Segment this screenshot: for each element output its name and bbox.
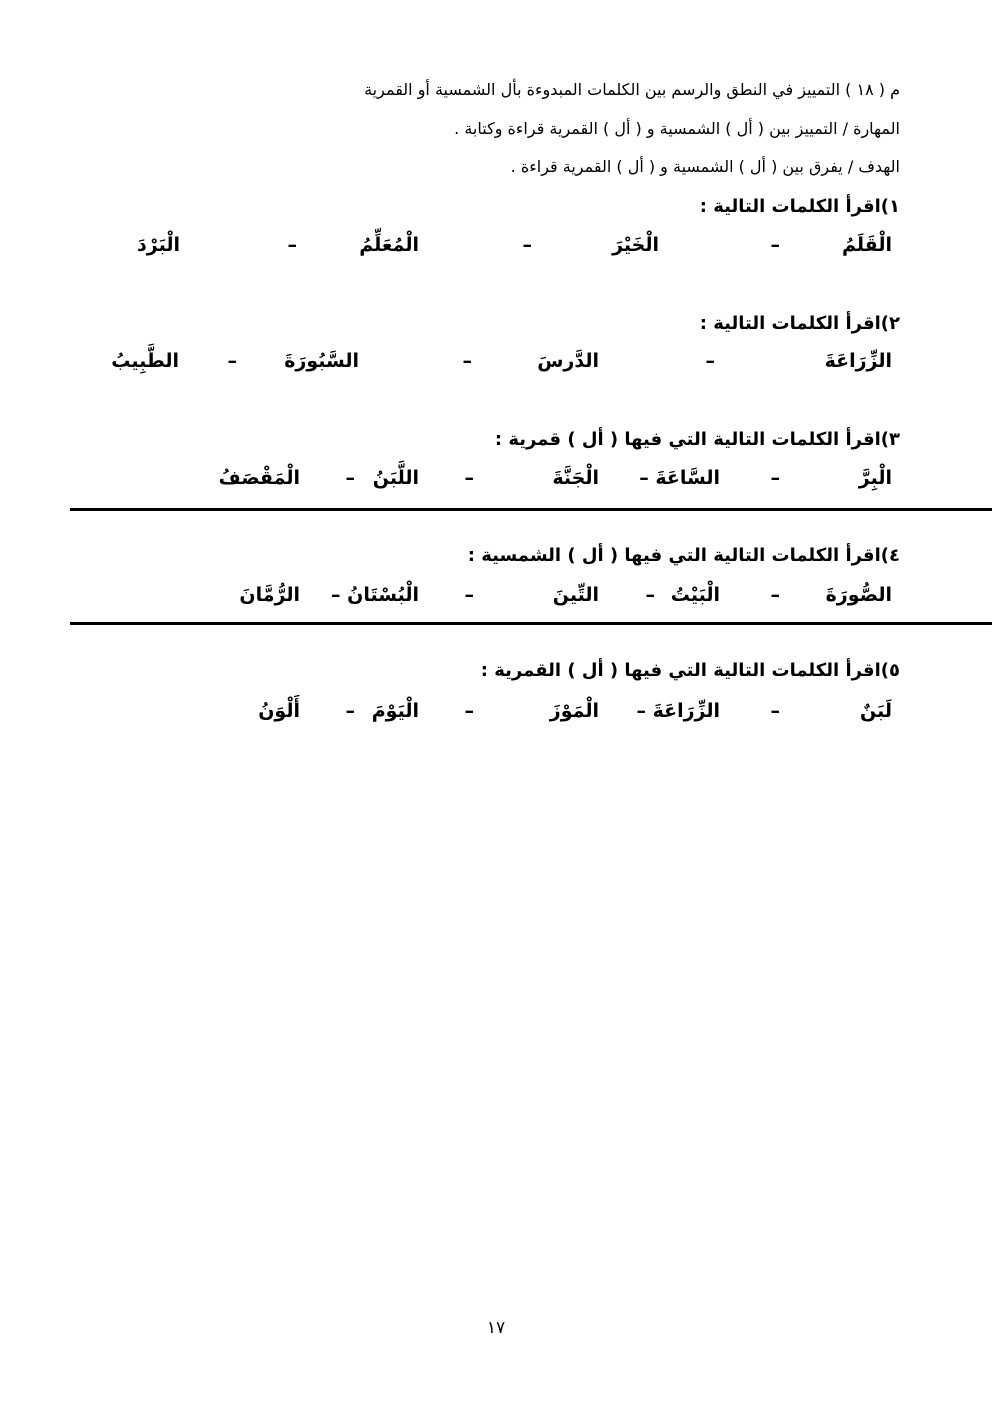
q5-word-1: لَبَنٌ bbox=[860, 700, 892, 722]
q3-dash-1: – bbox=[770, 467, 780, 489]
q3-dash-3: – bbox=[345, 467, 355, 489]
q2-word-2: الدَّرسَ bbox=[537, 350, 599, 372]
q5-word-4: الْيَوْمَ bbox=[371, 700, 419, 722]
question-5-title: ٥)اقرأ الكلمات التالية التي فيها ( أل ) القمرية : bbox=[480, 660, 900, 681]
q4-dash-1: – bbox=[770, 584, 780, 606]
q1-word-1: الْقَلَمُ bbox=[842, 234, 892, 256]
q4-dash-2: – bbox=[645, 584, 655, 606]
q2-dash-2: – bbox=[462, 350, 472, 372]
q3-word-5: الْمَقْصَفُ bbox=[218, 467, 300, 489]
q3-word-1: الْبِرَّ bbox=[858, 467, 892, 489]
q2-dash-3: – bbox=[227, 350, 237, 372]
q3-word-3: الْجَنَّةَ bbox=[552, 467, 599, 489]
separator-line-1 bbox=[70, 508, 992, 511]
question-4-title: ٤)اقرأ الكلمات التالية التي فيها ( أل ) الشمسية : bbox=[467, 545, 900, 566]
q5-dash-2: – bbox=[464, 700, 474, 722]
q4-word-5: الرُّمَّانَ bbox=[239, 584, 300, 606]
q1-word-3: الْمُعَلِّمُ bbox=[359, 234, 419, 256]
q5-dash-3: – bbox=[345, 700, 355, 722]
q3-word-4: اللَّبَنُ bbox=[372, 467, 419, 489]
q5-word-5: أَلْوَنُ bbox=[258, 700, 300, 722]
q3-dash-2: – bbox=[464, 467, 474, 489]
q4-word-3: التِّينَ bbox=[552, 584, 599, 606]
q2-word-4: الطَّبِيبُ bbox=[111, 350, 179, 372]
question-1-title: ١)اقرأ الكلمات التالية : bbox=[699, 196, 900, 217]
q2-dash-1: – bbox=[705, 350, 715, 372]
q2-word-1: الزِّرَاعَةَ bbox=[824, 350, 892, 372]
q4-dash-3: – bbox=[464, 584, 474, 606]
q4-word-2: الْبَيْتُ bbox=[670, 584, 720, 606]
q1-word-4: الْبَرْدَ bbox=[137, 234, 180, 256]
separator-line-2 bbox=[70, 622, 992, 625]
q5-word-2: الزِّرَاعَةَ – bbox=[636, 700, 720, 722]
q4-word-4: الْبُسْتَانُ – bbox=[331, 584, 419, 606]
question-3-title: ٣)اقرأ الكلمات التالية التي فيها ( أل ) قمرية : bbox=[494, 429, 900, 450]
page-number: ١٧ bbox=[486, 1318, 506, 1338]
q1-dash-1: – bbox=[770, 234, 780, 256]
q1-dash-2: – bbox=[522, 234, 532, 256]
q2-word-3: السَّبُورَةَ bbox=[284, 350, 359, 372]
skill-line: المهارة / التمييز بين ( أل ) الشمسية و ( أل ) القمرية قراءة وكتابة . bbox=[454, 119, 900, 138]
q1-word-2: الْخَيْرَ bbox=[612, 234, 659, 256]
q1-dash-3: – bbox=[287, 234, 297, 256]
question-2-title: ٢)اقرأ الكلمات التالية : bbox=[699, 313, 900, 334]
q4-word-1: الصُّورَةَ bbox=[825, 584, 892, 606]
q3-word-2: السَّاعَةَ – bbox=[639, 467, 720, 489]
q5-word-3: الْمَوْزَ bbox=[549, 700, 599, 722]
q5-dash-1: – bbox=[770, 700, 780, 722]
goal-line: الهدف / يفرق بين ( أل ) الشمسية و ( أل ) القمرية قراءة . bbox=[510, 157, 900, 176]
lesson-title: م ( ١٨ ) التمييز في النطق والرسم بين الكلمات المبدوءة بأل الشمسية أو القمرية bbox=[364, 80, 900, 99]
